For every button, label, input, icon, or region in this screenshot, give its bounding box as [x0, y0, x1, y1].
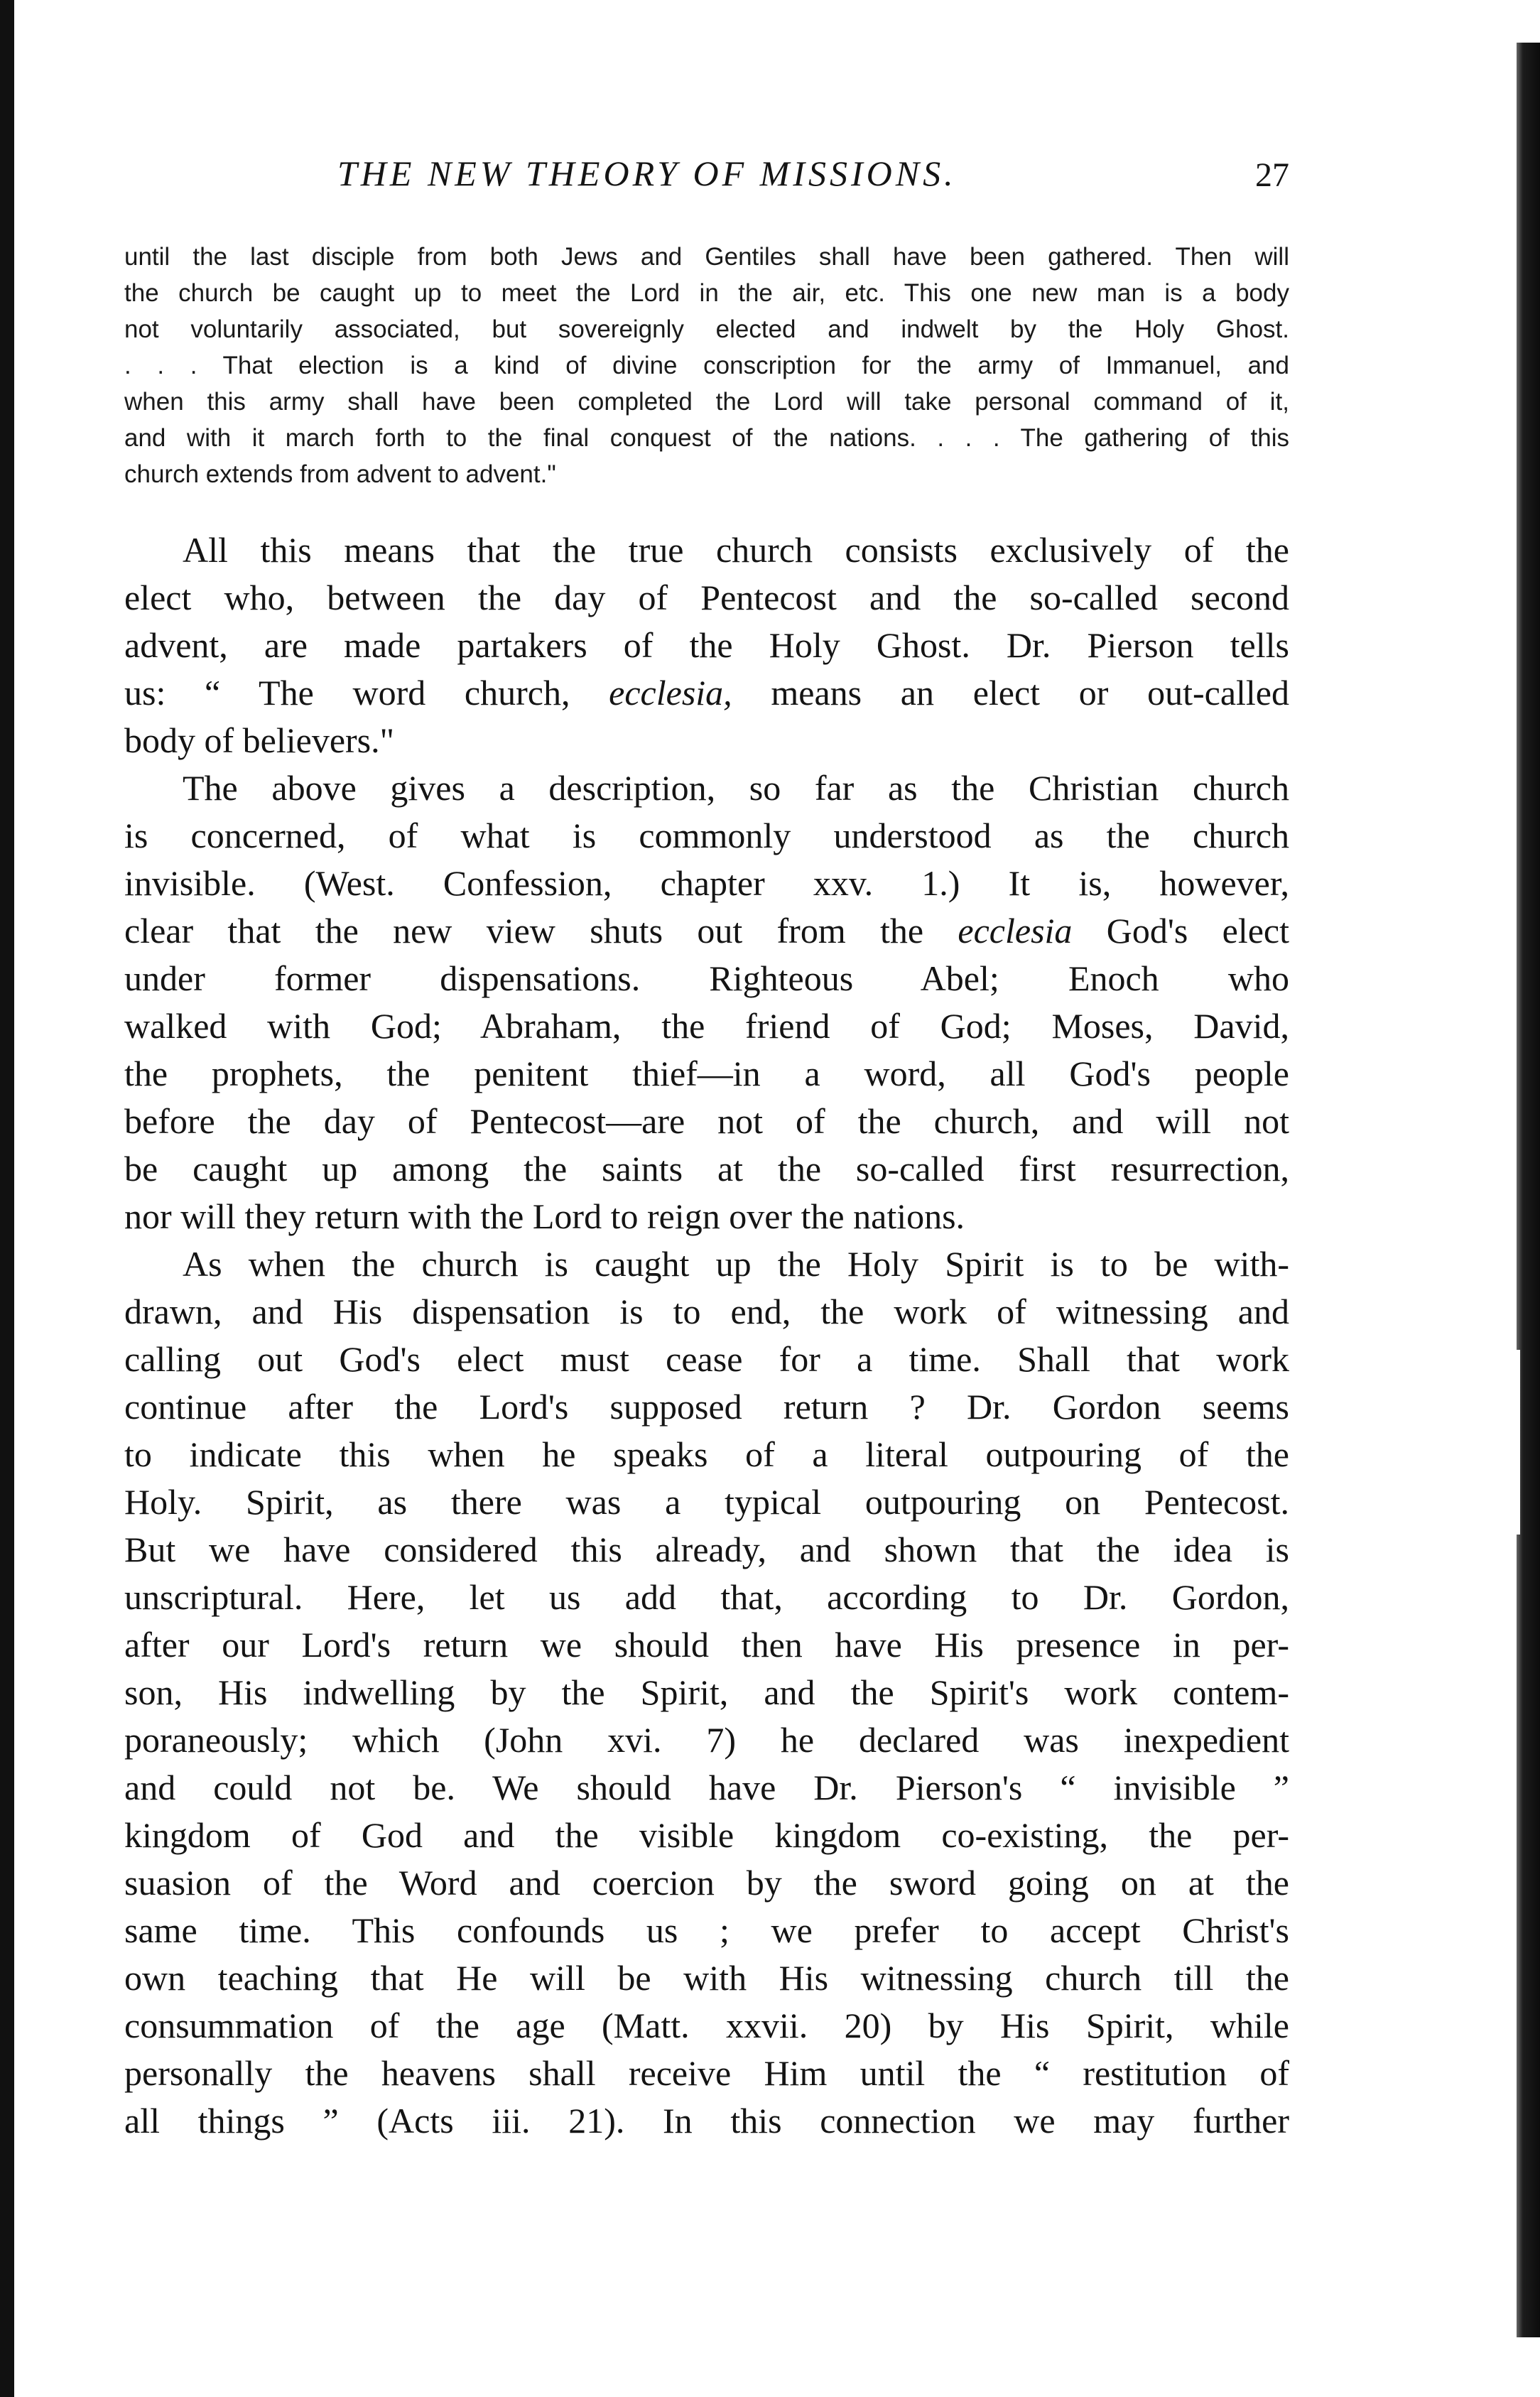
paragraph-3-line: personally the heavens shall receive Him until the “ restitution of	[124, 2053, 1289, 2093]
paragraph-1-line: body of believers."	[124, 720, 395, 760]
paragraph-1-line: All this means that the true church consists exclusively of the	[183, 530, 1289, 570]
paragraph-2-line: invisible. (West. Confession, chapter xxv. 1.) It is, however,	[124, 863, 1289, 903]
paragraph-3-line: after our Lord's return we should then have His presence in per-	[124, 1625, 1289, 1665]
quote-line: when this army shall have been completed the Lord will take personal command of it,	[124, 388, 1289, 416]
paragraph-2-line: the prophets, the penitent thief—in a word, all God's people	[124, 1054, 1289, 1093]
block-quote	[124, 239, 1289, 492]
paragraph-3-line: own teaching that He will be with His witnessing church till the	[124, 1958, 1289, 1998]
quote-line: not voluntarily associated, but sovereignly elected and indwelt by the Holy Ghost.	[124, 315, 1289, 343]
quote-line: the church be caught up to meet the Lord in the air, etc. This one new man is a body	[124, 279, 1289, 307]
paragraph-3-line: continue after the Lord's supposed return ? Dr. Gordon seems	[124, 1387, 1289, 1427]
paragraph-2-line: before the day of Pentecost—are not of the church, and will not	[124, 1101, 1289, 1141]
quote-line: . . . That election is a kind of divine conscription for the army of Immanuel, and	[124, 352, 1289, 379]
page-number: 27	[1255, 156, 1289, 194]
paragraph-1-line	[124, 669, 1289, 717]
running-title: THE NEW THEORY OF MISSIONS.	[337, 153, 957, 193]
paragraph-3-line: poraneously; which (John xvi. 7) he declared was inexpedient	[124, 1720, 1289, 1760]
paragraph-2-line: nor will they return with the Lord to reign over the nations.	[124, 1196, 965, 1236]
text-run: clear that the new view shuts out from the	[124, 911, 958, 951]
body-text	[124, 526, 1289, 2145]
paragraph-3-line: calling out God's elect must cease for a time. Shall that work	[124, 1339, 1289, 1379]
quote-line: church extends from advent to advent."	[124, 460, 556, 488]
scan-edge-gap	[1512, 1350, 1520, 1535]
paragraph-2-line: The above gives a description, so far as the Christian church	[183, 768, 1289, 808]
text-run: us: “ The word church,	[124, 673, 609, 713]
paragraph-2-line: is concerned, of what is commonly understood as the church	[124, 816, 1289, 855]
paragraph-3-line: same time. This confounds us ; we prefer to accept Christ's	[124, 1910, 1289, 1950]
italic-term-ecclesia: ecclesia,	[609, 673, 732, 713]
paragraph-3-line: to indicate this when he speaks of a literal outpouring of the	[124, 1434, 1289, 1474]
text-run: means an elect or out-called	[732, 673, 1289, 713]
paragraph-3-line: all things ” (Acts iii. 21). In this connection we may further	[124, 2101, 1289, 2141]
paragraph-1-line: advent, are made partakers of the Holy Ghost. Dr. Pierson tells	[124, 625, 1289, 665]
paragraph-3-line: suasion of the Word and coercion by the sword going on at the	[124, 1863, 1289, 1903]
paragraph-3-line: kingdom of God and the visible kingdom co-existing, the per-	[124, 1815, 1289, 1855]
paragraph-3-line: son, His indwelling by the Spirit, and the Spirit's work contem-	[124, 1672, 1289, 1712]
text-run: God's elect	[1072, 911, 1289, 951]
paragraph-3-line: consummation of the age (Matt. xxvii. 20) by His Spirit, while	[124, 2006, 1289, 2045]
paragraph-2-line: walked with God; Abraham, the friend of God; Moses, David,	[124, 1006, 1289, 1046]
paragraph-3-line: and could not be. We should have Dr. Pierson's “ invisible ”	[124, 1768, 1289, 1807]
paragraph-3-line: Holy. Spirit, as there was a typical outpouring on Pentecost.	[124, 1482, 1289, 1522]
binding-edge-left	[0, 0, 14, 2397]
quote-line: until the last disciple from both Jews and Gentiles shall have been gathered. Then will	[124, 243, 1289, 271]
paragraph-3-line: drawn, and His dispensation is to end, the work of witnessing and	[124, 1292, 1289, 1331]
paragraph-3-line: But we have considered this already, and shown that the idea is	[124, 1530, 1289, 1569]
paragraph-3-line: As when the church is caught up the Holy Spirit is to be with-	[183, 1244, 1289, 1284]
paragraph-3-line: unscriptural. Here, let us add that, according to Dr. Gordon,	[124, 1577, 1289, 1617]
paragraph-2-line: be caught up among the saints at the so-called first resurrection,	[124, 1149, 1289, 1189]
paragraph-2-line	[124, 907, 1289, 955]
italic-term-ecclesia: ecclesia	[958, 911, 1073, 951]
paragraph-2-line: under former dispensations. Righteous Abel; Enoch who	[124, 958, 1289, 998]
paragraph-1-line: elect who, between the day of Pentecost and the so-called second	[124, 578, 1289, 617]
scan-edge-right	[1517, 43, 1540, 2337]
page-header	[124, 153, 1289, 202]
quote-line: and with it march forth to the final conquest of the nations. . . . The gathering of this	[124, 424, 1289, 452]
